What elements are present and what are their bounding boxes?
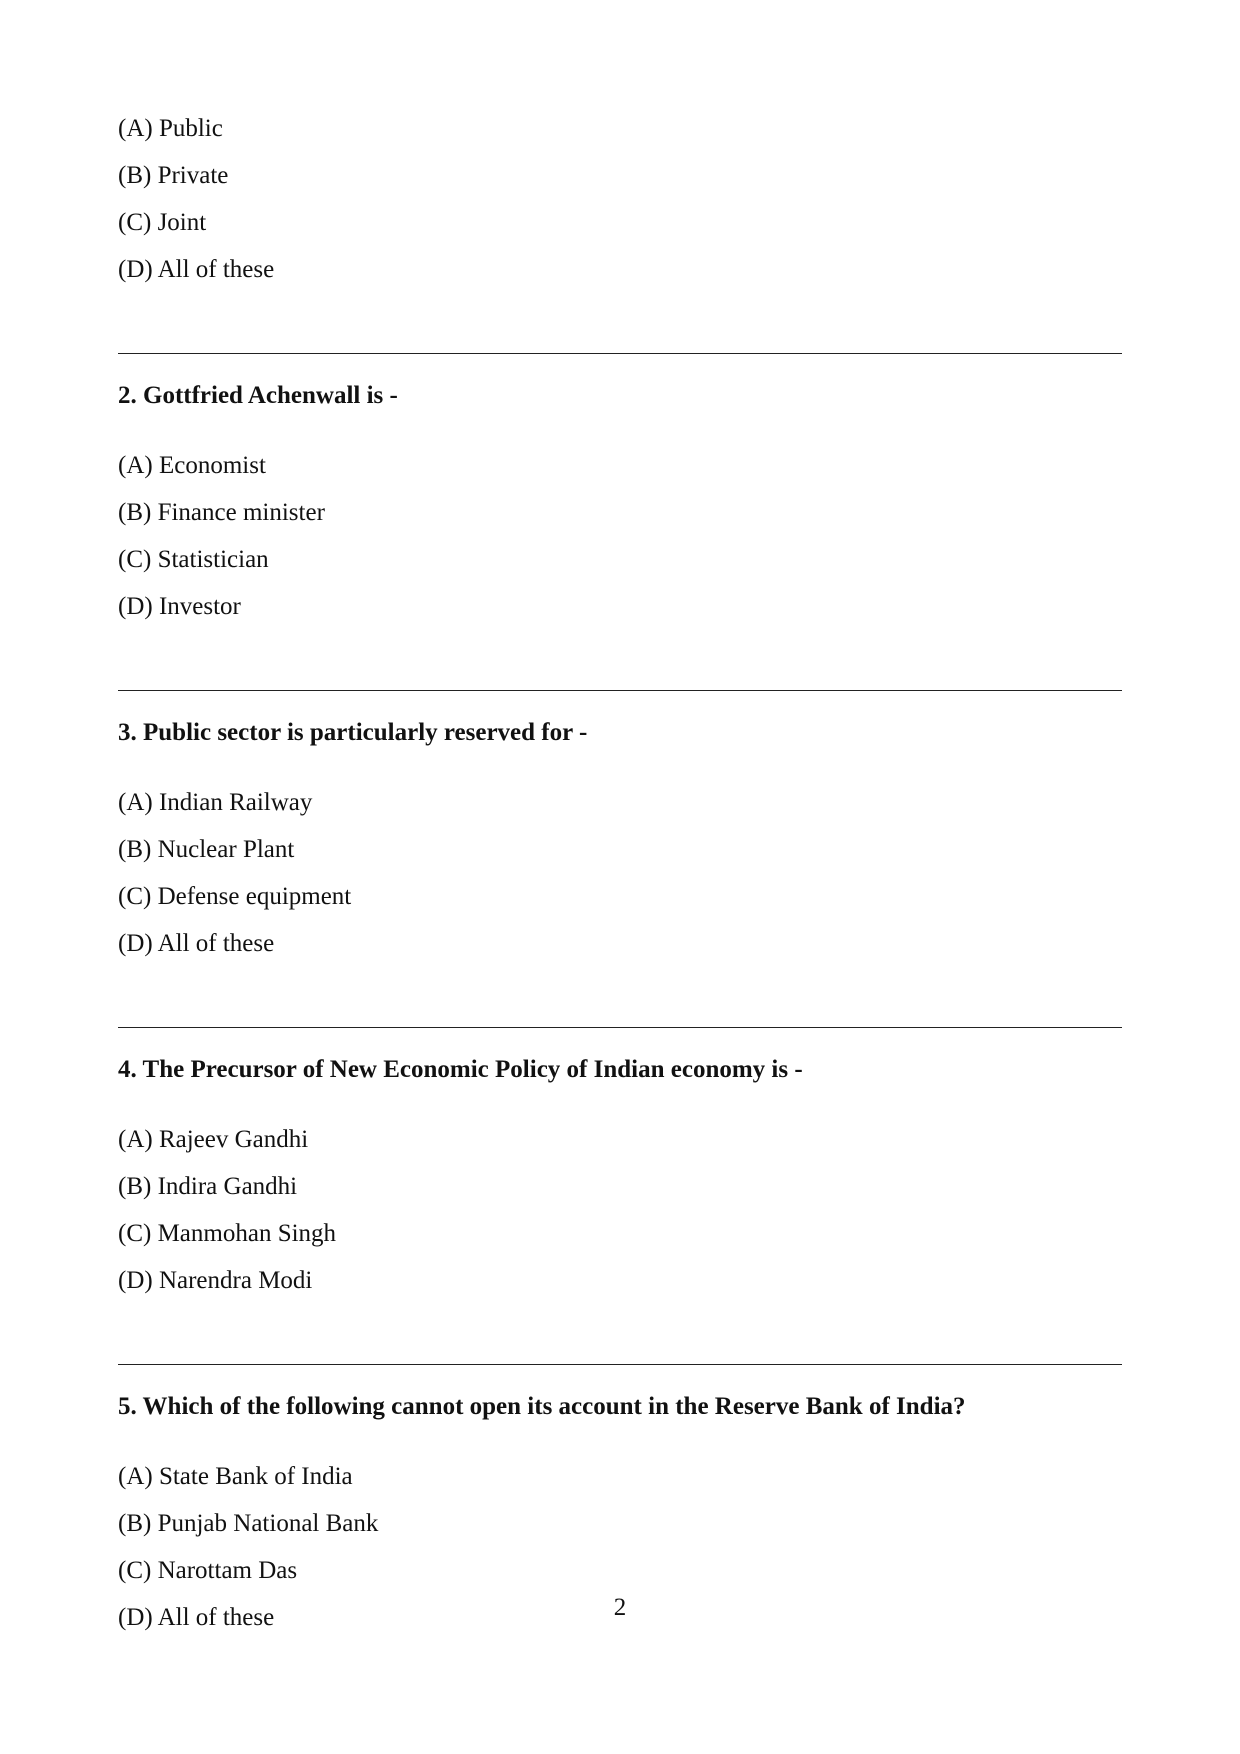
option-a: (A) Rajeev Gandhi bbox=[118, 1126, 309, 1153]
option-b: (B) Indira Gandhi bbox=[118, 1173, 298, 1200]
option-a: (A) State Bank of India bbox=[118, 1463, 353, 1490]
option-c: (C) Joint bbox=[118, 209, 207, 236]
option-a: (A) Public bbox=[118, 115, 223, 142]
question-4-options bbox=[118, 1125, 1122, 1313]
option-c: (C) Defense equipment bbox=[118, 883, 352, 910]
divider bbox=[118, 1364, 1122, 1365]
option-d: (D) All of these bbox=[118, 930, 275, 957]
option-d: (D) All of these bbox=[118, 1604, 275, 1631]
question-1-options bbox=[118, 0, 1122, 302]
option-c: (C) Narottam Das bbox=[118, 1557, 298, 1584]
option-a: (A) Economist bbox=[118, 452, 266, 479]
question-page bbox=[118, 0, 1122, 1650]
question-5-text: 5. Which of the following cannot open its account in the Reserve Bank of India? bbox=[118, 1393, 966, 1420]
option-c: (C) Statistician bbox=[118, 546, 269, 573]
divider bbox=[118, 1027, 1122, 1028]
option-b: (B) Finance minister bbox=[118, 499, 325, 526]
option-d: (D) All of these bbox=[118, 256, 275, 283]
option-b: (B) Private bbox=[118, 162, 229, 189]
question-3-text: 3. Public sector is particularly reserved for - bbox=[118, 719, 588, 746]
divider bbox=[118, 353, 1122, 354]
divider bbox=[118, 690, 1122, 691]
option-b: (B) Punjab National Bank bbox=[118, 1510, 379, 1537]
question-2-options bbox=[118, 451, 1122, 639]
option-d: (D) Investor bbox=[118, 593, 241, 620]
option-a: (A) Indian Railway bbox=[118, 789, 313, 816]
question-2-text: 2. Gottfried Achenwall is - bbox=[118, 382, 398, 409]
question-4-text: 4. The Precursor of New Economic Policy of Indian economy is - bbox=[118, 1056, 803, 1083]
option-d: (D) Narendra Modi bbox=[118, 1267, 313, 1294]
question-3-options bbox=[118, 788, 1122, 976]
option-c: (C) Manmohan Singh bbox=[118, 1220, 337, 1247]
option-b: (B) Nuclear Plant bbox=[118, 836, 295, 863]
page-number: 2 bbox=[613, 1594, 627, 1621]
